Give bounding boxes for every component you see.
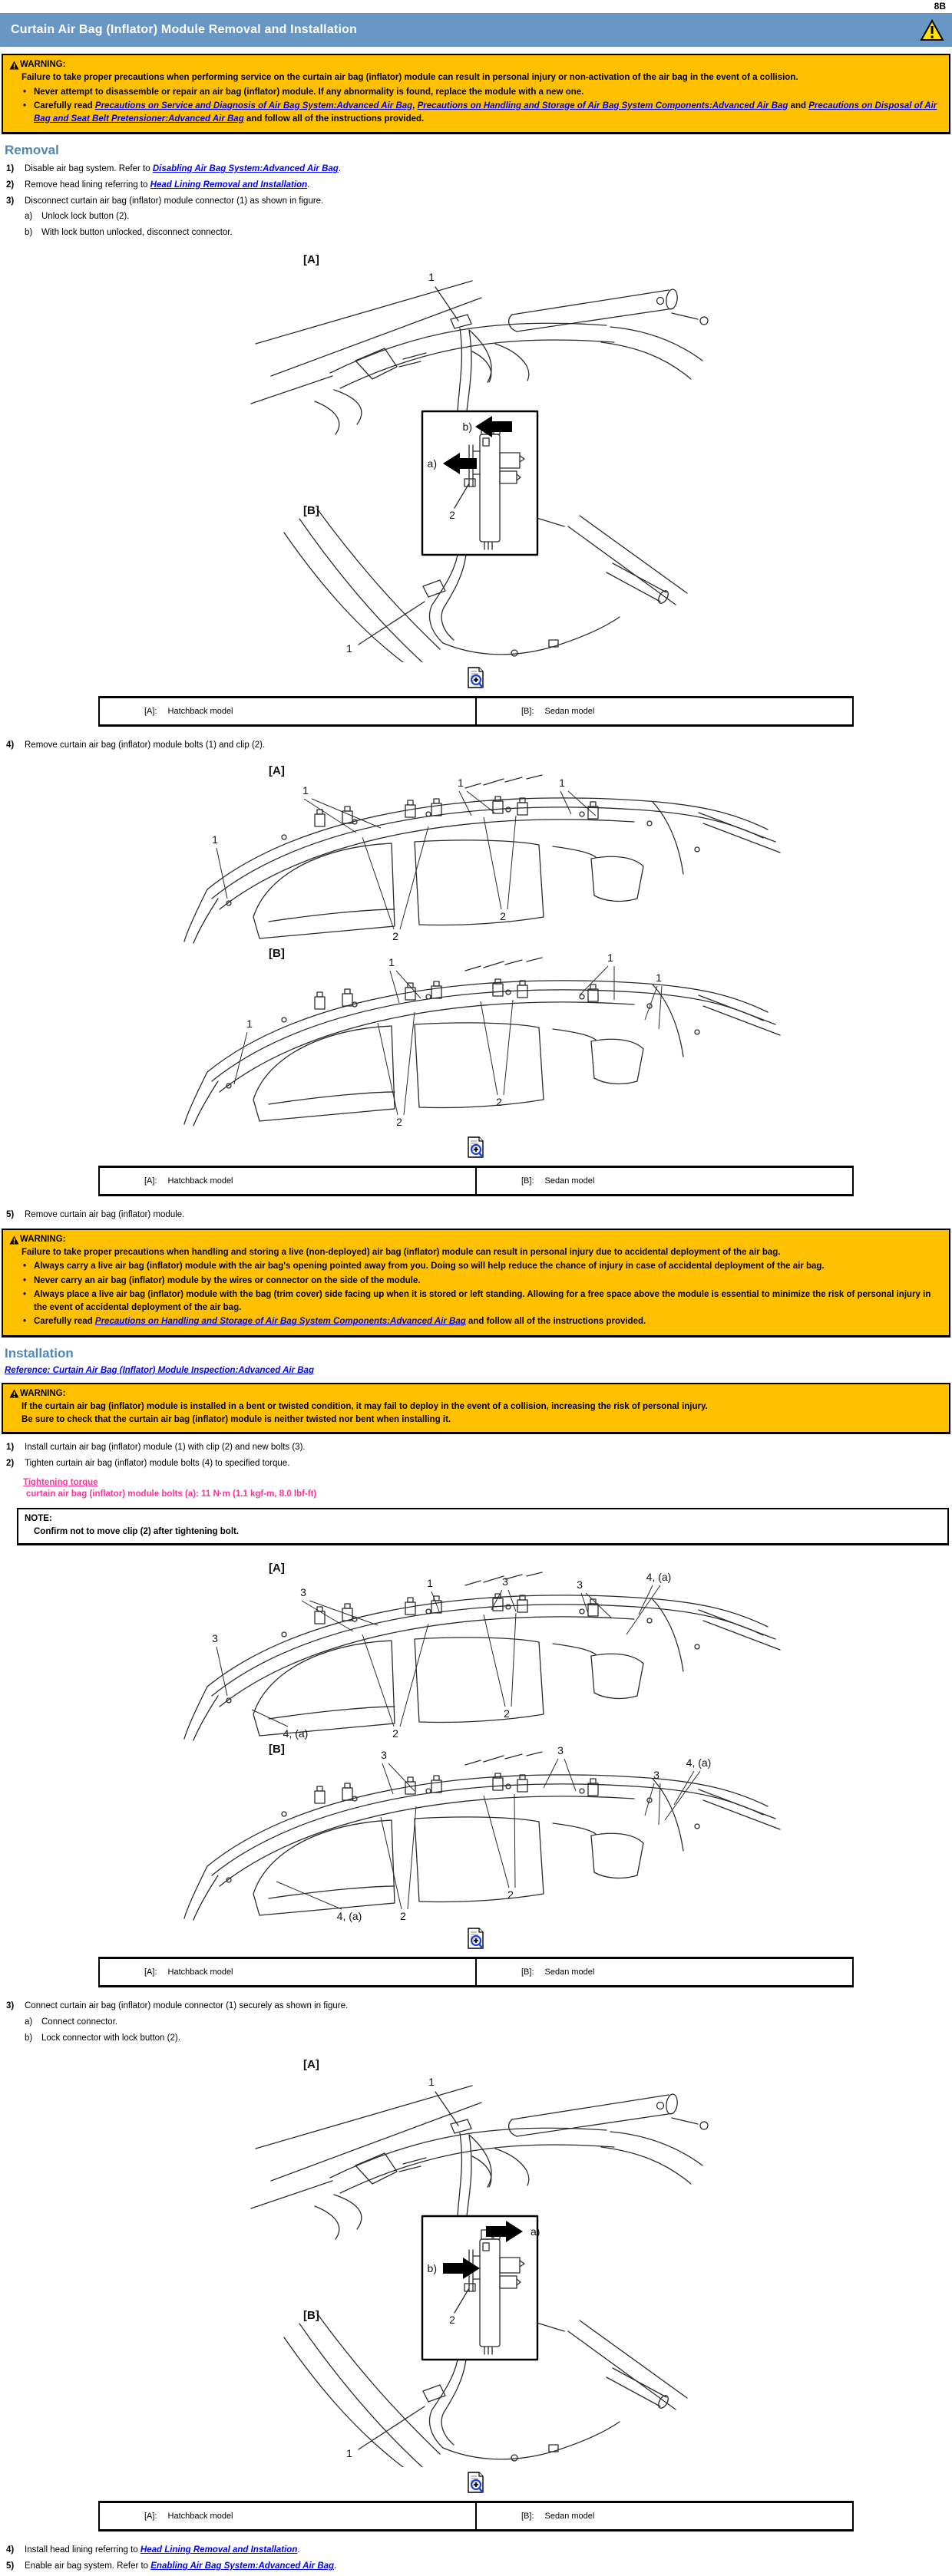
figure-callout: 3 (653, 1769, 659, 1782)
figure-callout: 2 (449, 508, 455, 521)
step-number: 3) (6, 2001, 15, 2011)
figure-callout: 2 (449, 2314, 455, 2327)
figure-callout: 1 (346, 2447, 352, 2460)
tightening-torque-value: curtain air bag (inflator) module bolts (a): 11 N·m (1.1 kgf-m, 8.0 lbf-ft) (26, 1489, 317, 1499)
figure-callout: 3 (577, 1578, 583, 1591)
link-disabling-air-bag-system[interactable]: Disabling Air Bag System:Advanced Air Bag (152, 164, 339, 174)
warning-icon (9, 1235, 19, 1245)
figure-callout: 3 (502, 1575, 508, 1588)
step-text: Install curtain air bag (inflator) module (1) with clip (2) and new bolts (3). (25, 1443, 306, 1453)
figure-panel-label: [B] (269, 1743, 285, 1756)
caption-value: Sedan model (544, 1967, 595, 1977)
caption-key: [A]: (144, 2512, 157, 2522)
step-number: 1) (6, 164, 15, 174)
link-precautions-disposal[interactable]: Precautions on Disposal of Air Bag and Seat Belt Pretensioner:Advanced Air Bag (34, 101, 937, 124)
figure-callout: 1 (428, 270, 435, 283)
figure-callout: 3 (212, 1632, 218, 1645)
caption-cell-b (477, 1959, 852, 1985)
caption-cell-a (100, 1168, 477, 1194)
figure-bolt-clip-locations-installation (142, 1555, 810, 1923)
warning-triangle-icon (920, 19, 944, 41)
text-part: and follow all of the instructions provided. (243, 114, 425, 124)
step-text: Unlock lock button (2). (41, 212, 130, 222)
figure-caption-table (98, 696, 854, 727)
figure-callout: 4, (a) (336, 1910, 362, 1923)
caption-value: Sedan model (544, 2512, 595, 2522)
figure-callout: 2 (504, 1707, 510, 1720)
figure-callout: 2 (507, 1888, 514, 1901)
caption-key: [B]: (521, 1967, 534, 1977)
caption-cell-a (100, 1959, 477, 1985)
zoom-document-icon[interactable] (467, 2472, 485, 2495)
installation-step-1 (6, 1441, 952, 1454)
figure-callout: 1 (246, 1018, 253, 1031)
text-part: Install head lining referring to (25, 2545, 140, 2555)
installation-step-3 (6, 2000, 952, 2013)
figure-callout: 1 (656, 971, 662, 985)
figure-callout: 1 (212, 833, 218, 846)
caption-value: Hatchback model (167, 1967, 233, 1977)
figure-caption-table (98, 1957, 854, 1987)
figure-bolt-clip-locations-removal (142, 756, 810, 1132)
caption-cell-b (477, 698, 852, 724)
text-part: . (297, 2545, 300, 2555)
installation-step-5 (6, 2560, 952, 2573)
warning-bullet (21, 100, 941, 127)
figure-callout: 1 (428, 2076, 435, 2089)
figure-callout: 2 (400, 1910, 406, 1923)
caption-cell-a (100, 2503, 477, 2529)
caption-key: [A]: (144, 1967, 157, 1977)
step-number: 2) (6, 180, 15, 190)
text-part: . (334, 2561, 337, 2571)
figure-panel-label: [B] (303, 2309, 319, 2323)
doc-code: 8B (934, 1, 946, 12)
text-part: Enable air bag system. Refer to (25, 2561, 151, 2571)
figure-callout: 2 (396, 1116, 402, 1129)
step-text: Lock connector with lock button (2). (41, 2033, 180, 2043)
removal-step-3b (25, 226, 952, 239)
link-head-lining-removal[interactable]: Head Lining Removal and Installation (150, 180, 308, 190)
warning-bullet-text: Always carry a live air bag (inflator) module with the air bag's opening pointed away from you. Doing so will help reduce the chance of injury in case of accidental deployment of the air bag. (34, 1262, 825, 1272)
installation-step-3a (25, 2016, 952, 2029)
warning-intro: Failure to take proper precautions when performing service on the curtain air bag (inflator) module can result in personal injury or non-activation of the air bag in the event of a collision. (21, 73, 798, 83)
note-label: NOTE: (25, 1513, 52, 1523)
text-part: , (412, 101, 418, 110)
step-text: With lock button unlocked, disconnect connector. (41, 227, 233, 237)
figure-caption-table (98, 2501, 854, 2531)
warning-box-install (2, 1383, 950, 1435)
figure-callout: b) (462, 420, 472, 433)
installation-step-4 (6, 2544, 952, 2557)
figure-panel-label: [A] (269, 764, 285, 778)
zoom-document-icon[interactable] (467, 1136, 485, 1159)
page-title: Curtain Air Bag (Inflator) Module Removal and Installation (11, 23, 358, 36)
caption-key: [B]: (521, 706, 534, 716)
caption-value: Sedan model (544, 1176, 595, 1186)
figure-connector-connect (242, 2049, 710, 2467)
tightening-torque-label: Tightening torque (23, 1477, 98, 1487)
text-part: . (338, 164, 342, 174)
figure-callout: 1 (559, 777, 565, 790)
substep-letter: b) (25, 2033, 33, 2043)
step-text (25, 2544, 300, 2557)
step-text (25, 163, 341, 176)
caption-key: [A]: (144, 706, 157, 716)
step-number: 1) (6, 1443, 15, 1453)
warning-bullet (21, 1275, 941, 1288)
text-part: Remove head lining referring to (25, 180, 150, 190)
figure-panel-label: [A] (303, 2058, 319, 2072)
link-enabling-air-bag-system[interactable]: Enabling Air Bag System:Advanced Air Bag (150, 2561, 335, 2571)
link-precautions-handling-storage[interactable]: Precautions on Handling and Storage of Air Bag System Components:Advanced Air Bag (94, 1317, 466, 1327)
warning-label: WARNING: (20, 60, 66, 69)
warning-bullet-text: Always place a live air bag (inflator) module with the bag (trim cover) side facing up when it is stored or left standing. Allowing for a free space above the module is essential to minimize the risk of personal injury in the event of accidental deployment of the air bag. (34, 1289, 931, 1313)
warning-box-handling (2, 1229, 950, 1337)
figure-callout: 2 (392, 1727, 398, 1740)
figure-panel-label: [A] (269, 1562, 285, 1575)
removal-step-1 (6, 163, 952, 176)
warning-line: Be sure to check that the curtain air bag (inflator) module is neither twisted nor bent when installing it. (21, 1415, 451, 1425)
step-text (25, 2560, 336, 2573)
step-number: 5) (6, 2561, 15, 2571)
note-box (17, 1508, 949, 1546)
figure-panel-label: [A] (303, 252, 319, 266)
figure-panel-label: [B] (269, 947, 285, 961)
text-part: Carefully read (34, 1317, 95, 1327)
warning-bullet-text: Never attempt to disassemble or repair an air bag (inflator) module. If any abnormality is found, replace the module with a new one. (34, 87, 584, 97)
step-number: 4) (6, 2545, 15, 2555)
step-number: 2) (6, 1459, 15, 1469)
link-precautions-service-diagnosis[interactable]: Precautions on Service and Diagnosis of Air Bag System:Advanced Air Bag (94, 101, 413, 110)
warning-bullet-text: Never carry an air bag (inflator) module by the wires or connector on the side of the module. (34, 1275, 421, 1285)
note-text: Confirm not to move clip (2) after tightening bolt. (34, 1527, 240, 1537)
warning-bullet-text (34, 1317, 646, 1326)
caption-value: Hatchback model (167, 1176, 233, 1186)
step-text: Connect curtain air bag (inflator) module connector (1) securely as shown in figure. (25, 2001, 349, 2011)
substep-letter: b) (25, 227, 33, 237)
figure-callout: 2 (392, 930, 398, 943)
substep-letter: a) (25, 2017, 33, 2027)
caption-key: [B]: (521, 1176, 534, 1186)
installation-heading: Installation (5, 1345, 74, 1361)
figure-callout: 3 (381, 1749, 387, 1762)
caption-cell-b (477, 2503, 852, 2529)
step-number: 3) (6, 196, 15, 206)
figure-callout: b) (427, 2262, 437, 2275)
figure-callout: 1 (607, 952, 613, 965)
caption-value: Hatchback model (167, 706, 233, 716)
figure-connector-disconnect (242, 244, 710, 662)
warning-intro: Failure to take proper precautions when handling and storing a live (non-deployed) air bag (inflator) module can result in personal injury due to accidental deployment of the air bag. (21, 1248, 781, 1258)
figure-callout: a) (427, 457, 437, 470)
caption-value: Hatchback model (167, 2512, 233, 2522)
text-part: . (307, 180, 310, 190)
figure-panel-label: [B] (303, 503, 319, 517)
text-part: and (788, 101, 809, 110)
link-head-lining-removal[interactable]: Head Lining Removal and Installation (140, 2545, 298, 2555)
warning-bullet (21, 1288, 941, 1315)
link-module-inspection[interactable]: Reference: Curtain Air Bag (Inflator) Module Inspection:Advanced Air Bag (5, 1365, 314, 1375)
link-precautions-handling-storage[interactable]: Precautions on Handling and Storage of Air Bag System Components:Advanced Air Bag (417, 101, 788, 110)
figure-callout: 1 (458, 777, 464, 790)
text-part: and follow all of the instructions provided. (465, 1317, 646, 1327)
installation-step-3b (25, 2032, 952, 2045)
figure-callout: 1 (388, 956, 395, 969)
reference-line (5, 1366, 952, 1375)
caption-cell-a (100, 698, 477, 724)
step-text: Disconnect curtain air bag (inflator) module connector (1) as shown in figure. (25, 196, 324, 206)
title-bar (0, 13, 952, 47)
removal-step-3 (6, 195, 952, 208)
figure-callout: 1 (302, 784, 309, 797)
figure-callout: 1 (427, 1577, 433, 1590)
figure-callout: 2 (496, 1096, 502, 1109)
warning-bullet-text (34, 101, 937, 124)
warning-icon (9, 1389, 19, 1398)
step-number: 5) (6, 1210, 15, 1220)
caption-key: [B]: (521, 2512, 534, 2522)
caption-value: Sedan model (544, 706, 595, 716)
warning-box-service (2, 54, 950, 134)
removal-step-2 (6, 179, 952, 192)
installation-step-2 (6, 1457, 952, 1470)
warning-line: If the curtain air bag (inflator) module is installed in a bent or twisted condition, it may fail to deploy in the event of a collision, increasing the risk of personal injury. (21, 1401, 708, 1411)
step-text (25, 179, 309, 192)
step-text: Connect connector. (41, 2017, 118, 2027)
removal-step-5 (6, 1209, 952, 1222)
caption-cell-b (477, 1168, 852, 1194)
figure-callout: 4, (a) (646, 1571, 672, 1584)
removal-step-4 (6, 739, 952, 752)
figure-callout: 4, (a) (686, 1756, 712, 1770)
text-part: Disable air bag system. Refer to (25, 164, 153, 174)
figure-callout: 4, (a) (283, 1727, 309, 1740)
step-text: Remove curtain air bag (inflator) module. (25, 1210, 185, 1220)
caption-key: [A]: (144, 1176, 157, 1186)
text-part: Carefully read (34, 101, 95, 110)
step-text: Remove curtain air bag (inflator) module bolts (1) and clip (2). (25, 740, 266, 750)
figure-callout: 2 (500, 910, 506, 923)
removal-step-3a (25, 210, 952, 223)
figure-callout: 3 (557, 1744, 564, 1757)
warning-icon (9, 61, 19, 70)
warning-bullet (21, 86, 941, 99)
figure-callout: 1 (346, 642, 352, 655)
warning-label: WARNING: (20, 1388, 66, 1398)
warning-label: WARNING: (20, 1234, 66, 1244)
figure-caption-table (98, 1166, 854, 1196)
zoom-document-icon[interactable] (467, 1928, 485, 1951)
step-text: Tighten curtain air bag (inflator) module bolts (4) to specified torque. (25, 1459, 290, 1469)
warning-bullet (21, 1315, 941, 1328)
figure-callout: 3 (300, 1586, 306, 1599)
figure-callout: a) (531, 2225, 540, 2238)
substep-letter: a) (25, 212, 33, 222)
zoom-document-icon[interactable] (467, 667, 485, 690)
removal-heading: Removal (5, 143, 59, 158)
step-number: 4) (6, 740, 15, 750)
warning-bullet (21, 1260, 941, 1273)
